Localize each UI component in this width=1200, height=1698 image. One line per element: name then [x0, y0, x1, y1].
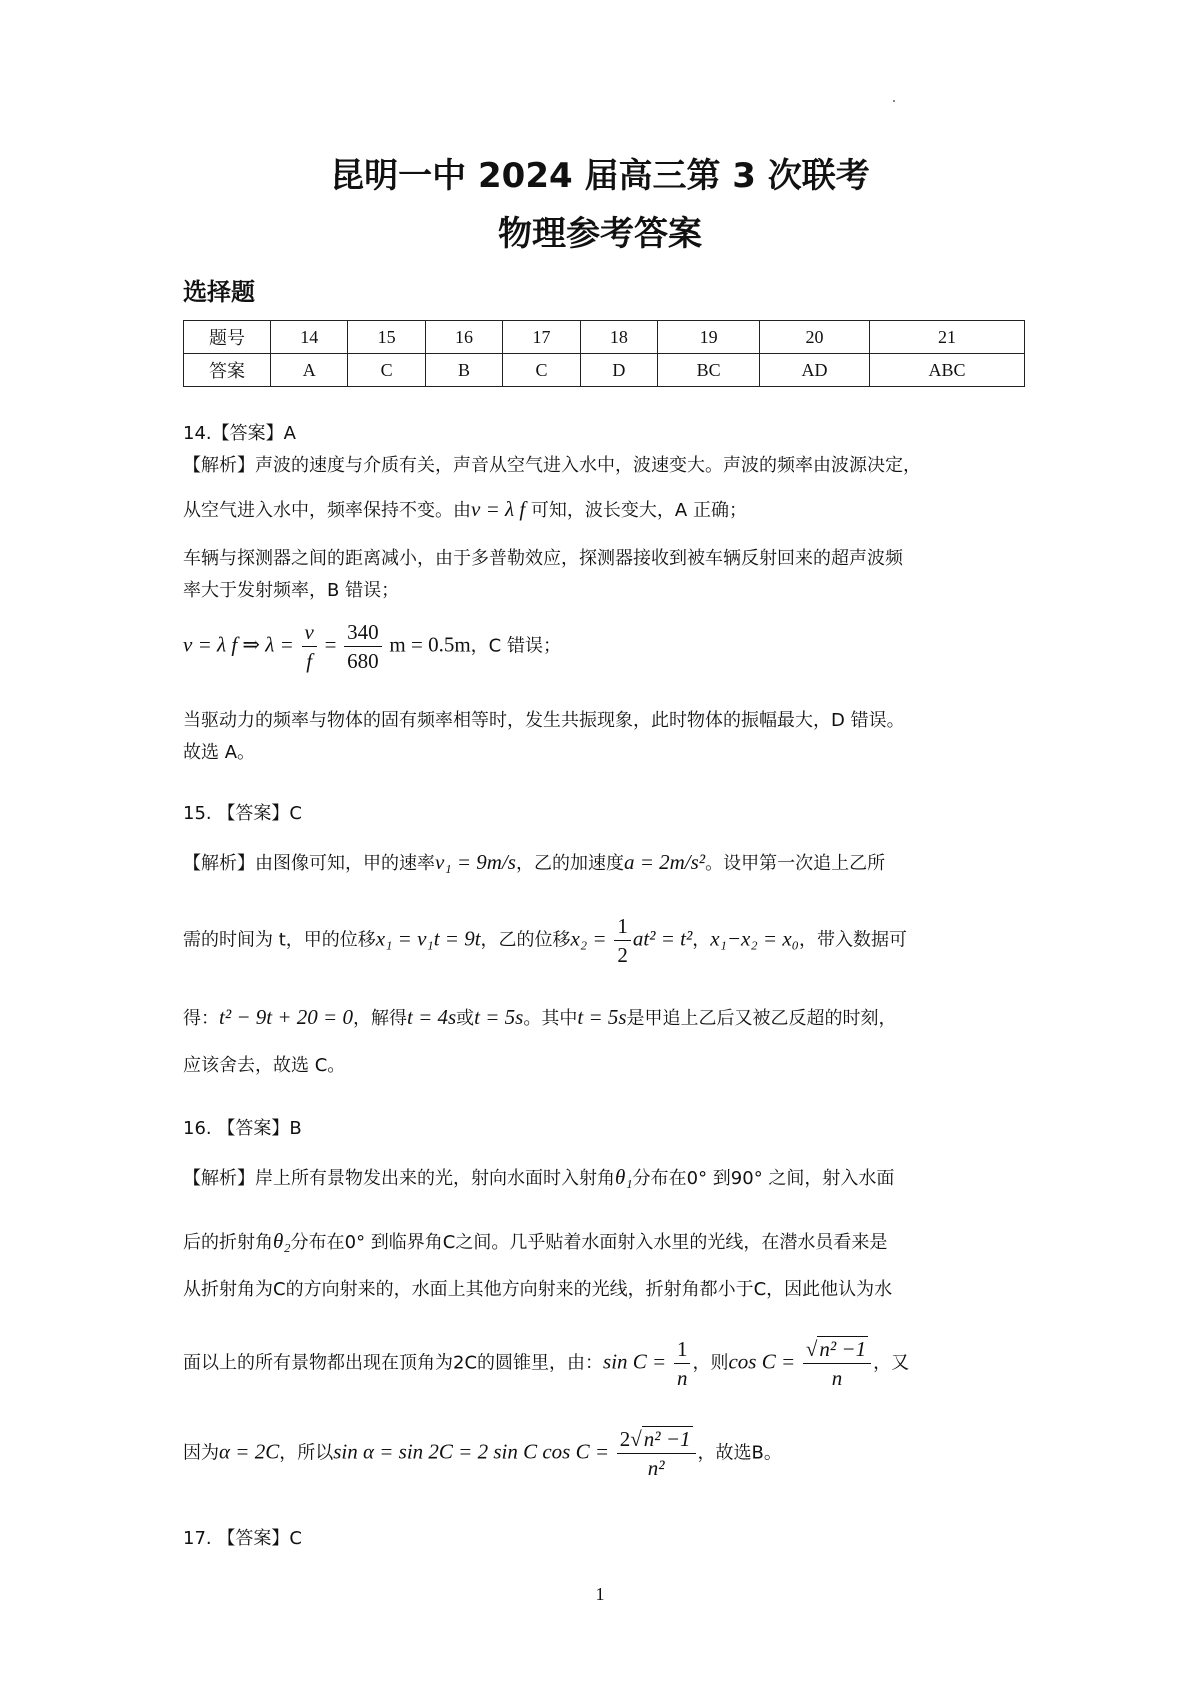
formula: θ₂	[273, 1229, 291, 1253]
table-cell: B	[425, 354, 502, 387]
q14-line: 率大于发射频率，B 错误；	[183, 580, 400, 601]
table-cell: 15	[348, 321, 425, 354]
table-row-answers	[184, 354, 1025, 387]
document-subtitle: 物理参考答案	[498, 214, 702, 254]
q15-answer: 15. 【答案】C	[183, 803, 302, 824]
table-cell: 20	[760, 321, 870, 354]
q16-formula-line: 面以上的所有景物都出现在顶角为2C的圆锥里，由：sin C = $\frac{1}{n}$ ，则cos C = $\frac{\text{√n² −1}}{n}$ ，又	[183, 1337, 910, 1390]
q14-line: 从空气进入水中，频率保持不变。由v = λ f 可知，波长变大，A 正确；	[183, 497, 747, 521]
table-cell: ABC	[870, 354, 1025, 387]
table-cell: 16	[425, 321, 502, 354]
q14-line: 车辆与探测器之间的距离减小，由于多普勒效应，探测器接收到被车辆反射回来的超声波频	[183, 548, 903, 569]
fraction: $\frac{1}{n}$	[674, 1335, 691, 1392]
table-cell: 21	[870, 321, 1025, 354]
q14-answer: 14.【答案】A	[183, 423, 296, 444]
formula: t = 4s	[406, 1005, 457, 1029]
formula: a = 2m/s²	[623, 850, 706, 874]
formula: t = 5s	[474, 1005, 524, 1029]
formula: v₁ = 9m/s	[435, 850, 516, 874]
table-cell: 18	[580, 321, 657, 354]
formula: m = 0.5m	[389, 632, 471, 657]
formula: v = λ f ⇒ λ =	[183, 632, 294, 657]
row-header-answer: 答案	[184, 354, 271, 387]
q14-line: 当驱动力的频率与物体的固有频率相等时，发生共振现象，此时物体的振幅最大，D 错误。	[183, 710, 905, 731]
fraction: $\frac{v}{f}$	[302, 618, 317, 675]
formula: t = 5s	[577, 1005, 627, 1029]
q15-line: 得：t² − 9t + 20 = 0，解得t = 4s或t = 5s。其中t = 5s是甲追上乙后又被乙反超的时刻，	[183, 1005, 897, 1029]
formula: t² − 9t + 20 = 0	[219, 1005, 353, 1029]
q14-line: 故选 A。	[183, 742, 256, 763]
q14-line: 【解析】声波的速度与介质有关，声音从空气进入水中，波速变大。声波的频率由波源决定，	[183, 455, 921, 476]
q15-line: 【解析】由图像可知，甲的速率v₁ = 9m/s，乙的加速度a = 2m/s²。设甲第一次追上乙所	[183, 850, 886, 874]
q17-answer: 17. 【答案】C	[183, 1528, 302, 1549]
q16-formula-line: 因为α = 2C，所以sin α = sin 2C = 2 sin C cos C = $\frac{\text{2√n² −1}}{\text{n²}}$ ，故选B。	[183, 1427, 782, 1480]
formula: x₁−x₂ = x₀	[710, 926, 799, 951]
table-cell: 17	[503, 321, 580, 354]
formula: sin C =	[603, 1349, 667, 1374]
fraction: $\frac{1}{2}$	[614, 912, 631, 969]
table-cell: A	[271, 354, 348, 387]
formula: θ₁	[615, 1165, 633, 1189]
formula: x₁ = v₁t = 9t	[375, 926, 481, 951]
fraction: $\frac{\text{2√n² −1}}{\text{n²}}$	[617, 1425, 696, 1482]
page-number: 1	[595, 1584, 605, 1604]
sqrt-symbol: √	[805, 1337, 818, 1361]
formula: sin α = sin 2C = 2 sin C cos C =	[333, 1439, 610, 1464]
q15-line: 应该舍去，故选 C。	[183, 1055, 346, 1076]
formula: α = 2C	[219, 1439, 280, 1464]
formula: x₂ =	[570, 926, 607, 951]
q16-line: 从折射角为C的方向射来的，水面上其他方向射来的光线，折射角都小于C，因此他认为水	[183, 1279, 893, 1300]
table-cell: C	[503, 354, 580, 387]
formula: cos C =	[728, 1349, 796, 1374]
table-cell: 19	[658, 321, 760, 354]
scan-dot	[893, 100, 895, 102]
table-cell: D	[580, 354, 657, 387]
sqrt-symbol: √	[630, 1427, 642, 1451]
fraction: $\frac{\text{√n² −1}}{n}$	[803, 1335, 871, 1392]
fraction: $\frac{340}{680}$	[344, 618, 382, 675]
formula: at² = t²	[632, 926, 693, 951]
formula: v = λ f	[471, 497, 526, 521]
table-cell: AD	[760, 354, 870, 387]
q16-line: 【解析】岸上所有景物发出来的光，射向水面时入射角θ₁分布在0° 到90° 之间，射入水面	[183, 1165, 895, 1189]
q15-line: 需的时间为 t，甲的位移x₁ = v₁t = 9t，乙的位移x₂ = $\frac{1}{2}$ at² = t²，x₁−x₂ = x₀，带入数据可	[183, 914, 907, 967]
table-cell: 14	[271, 321, 348, 354]
document-title: 昆明一中 2024 届高三第 3 次联考	[330, 156, 870, 196]
section-heading: 选择题	[183, 278, 255, 306]
q16-line: 后的折射角θ₂分布在0° 到临界角C之间。几乎贴着水面射入水里的光线，在潜水员看来是	[183, 1229, 888, 1253]
q16-answer: 16. 【答案】B	[183, 1118, 302, 1139]
row-header-number: 题号	[184, 321, 271, 354]
answer-table	[183, 320, 1025, 387]
q14-formula-line: v = λ f ⇒ λ = $\frac{v}{f}$ = $\frac{340}{680}$ m = 0.5m，C 错误；	[183, 620, 561, 673]
table-cell: C	[348, 354, 425, 387]
table-row-numbers	[184, 321, 1025, 354]
table-cell: BC	[658, 354, 760, 387]
